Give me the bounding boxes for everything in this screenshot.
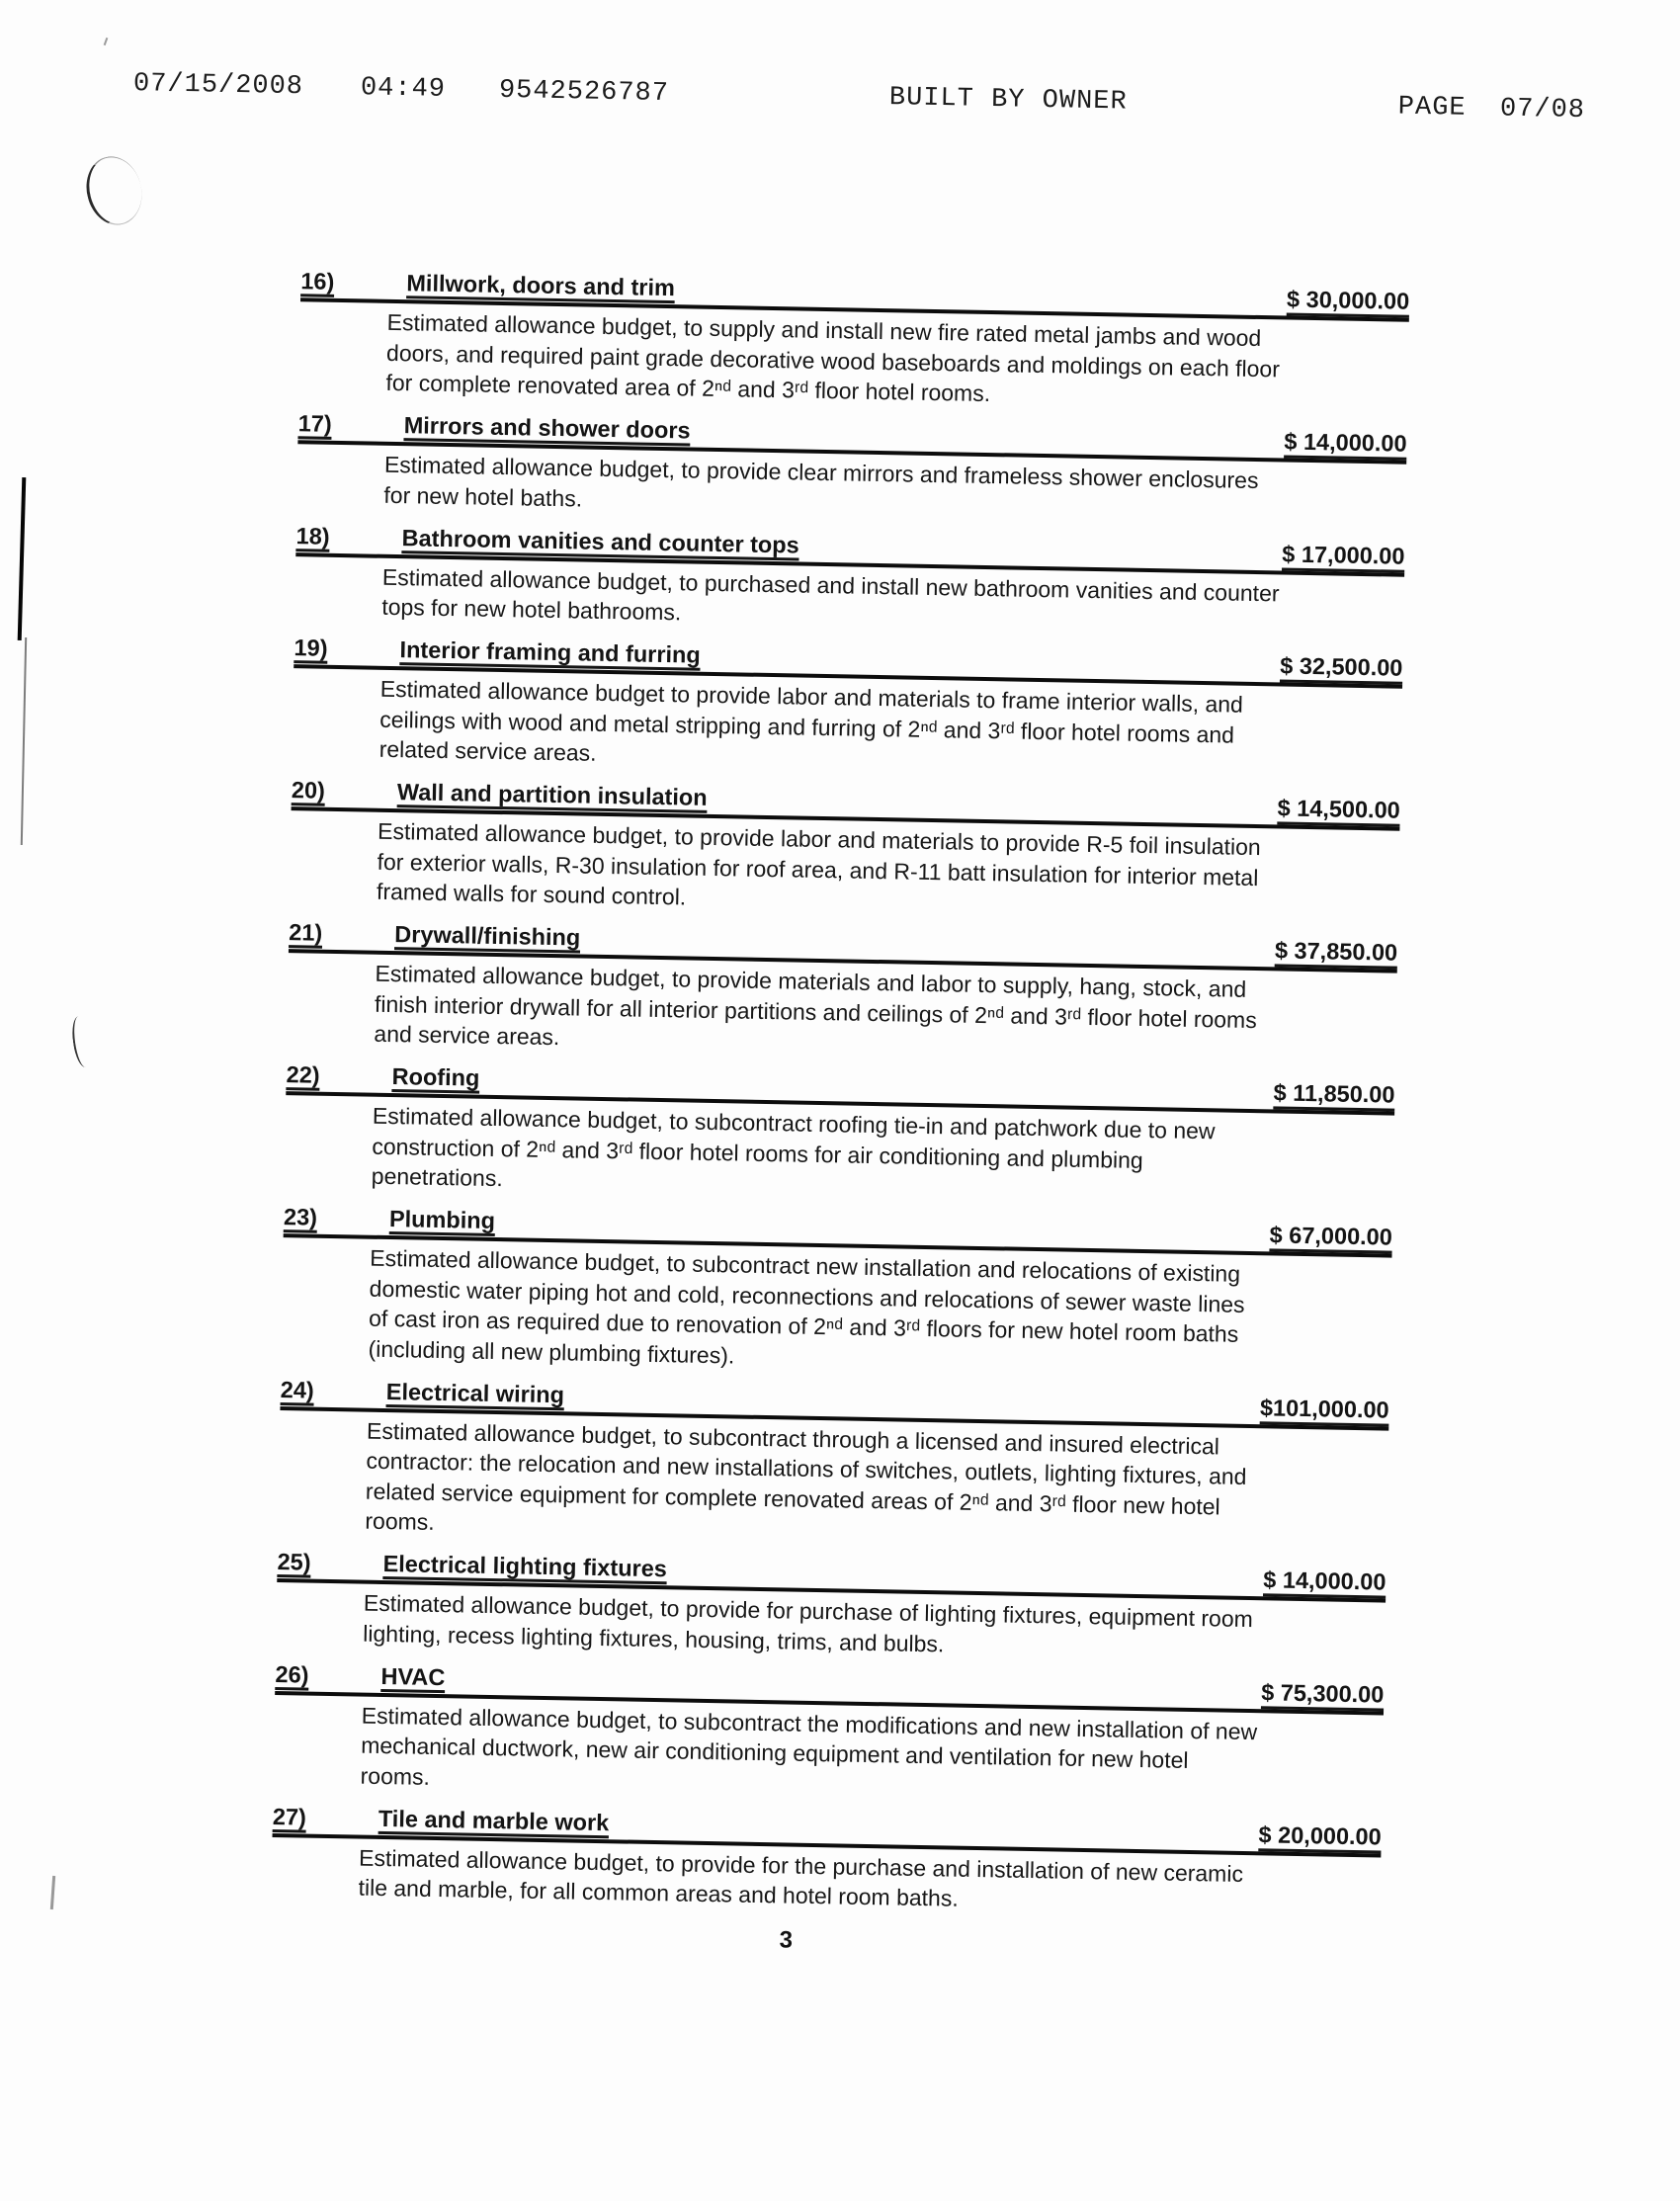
item-title: Millwork, doors and trim	[406, 270, 676, 301]
budget-item	[273, 1660, 1384, 1809]
budget-item	[298, 268, 1409, 416]
fax-time: 04:49	[360, 73, 447, 105]
item-number: 16)	[300, 268, 335, 295]
item-number: 22)	[286, 1061, 320, 1088]
item-amount: $ 30,000.00	[1286, 286, 1410, 314]
item-number: 26)	[275, 1660, 309, 1688]
budget-item	[276, 1549, 1386, 1667]
item-description: Estimated allowance budget, to subcontract roofing tie-in and patchwork due to new construction of 2ⁿᵈ and 3ʳᵈ floor hotel rooms for air conditioning and plumbing penetrations.	[371, 1102, 1216, 1192]
budget-item	[294, 523, 1405, 641]
item-title: Roofing	[391, 1063, 480, 1091]
item-number: 17)	[297, 410, 332, 437]
item-description: Estimated allowance budget, to subcontract through a licensed and insured electrical contractor: the relocation and new installations of switches, outlets, lighting fixtures, and related service equipment for complete renovated areas of 2ⁿᵈ and 3ʳᵈ floor new hotel rooms.	[365, 1417, 1247, 1535]
item-amount: $ 32,500.00	[1280, 652, 1403, 681]
item-number: 24)	[280, 1376, 315, 1403]
item-amount: $ 75,300.00	[1260, 1678, 1385, 1708]
fax-date: 07/15/2008	[132, 69, 304, 103]
item-amount: $ 11,850.00	[1273, 1079, 1395, 1108]
item-number: 21)	[289, 919, 323, 946]
item-number: 19)	[294, 635, 328, 661]
budget-item	[271, 1803, 1382, 1921]
item-amount: $ 37,850.00	[1274, 937, 1398, 966]
item-number: 23)	[283, 1204, 318, 1230]
budget-item	[292, 635, 1402, 783]
item-number: 18)	[295, 522, 330, 550]
item-title: Bathroom vanities and counter tops	[401, 524, 799, 558]
budget-item	[278, 1377, 1389, 1556]
budget-item	[287, 919, 1397, 1067]
item-description: Estimated allowance budget, to provide materials and labor to supply, hang, stock, and finish interior drywall for all interior partitions and ceilings of 2ⁿᵈ and 3ʳᵈ floor hotel rooms and service areas.	[374, 960, 1257, 1051]
item-amount: $ 67,000.00	[1269, 1222, 1393, 1250]
item-number: 27)	[272, 1803, 307, 1830]
item-description: Estimated allowance budget, to provide labor and materials to provide R-5 foil insulation for exterior walls, R-30 insulation for roof area, and R-11 batt insulation for interior metal framed walls for sound control.	[376, 817, 1261, 910]
item-title: Electrical lighting fixtures	[382, 1550, 668, 1582]
item-number: 20)	[291, 777, 326, 804]
item-description: Estimated allowance budget, to provide for purchase of lighting fixtures, equipment room lighting, recess lighting fixtures, housing, trims, and bulbs.	[363, 1589, 1254, 1656]
item-amount: $ 20,000.00	[1258, 1820, 1382, 1850]
item-title: Mirrors and shower doors	[403, 412, 691, 444]
budget-item	[296, 410, 1407, 529]
fax-number: 9542526787	[498, 75, 670, 110]
item-title: Electrical wiring	[385, 1378, 565, 1407]
fax-page-label: PAGE 07/08	[1397, 92, 1586, 127]
budget-item	[285, 1061, 1395, 1210]
item-amount: $ 17,000.00	[1282, 540, 1405, 569]
item-description: Estimated allowance budget to provide labor and materials to frame interior walls, and ceilings with wood and metal stripping and furring of 2ⁿᵈ and 3ʳᵈ floor hotel rooms and related service areas.	[378, 675, 1244, 766]
item-amount: $ 14,500.00	[1277, 795, 1400, 823]
item-amount: $ 14,000.00	[1263, 1566, 1386, 1595]
item-description: Estimated allowance budget, to subcontract the modifications and new installation of new mechanical ductwork, new air conditioning equipment and ventilation for new hotel rooms.	[360, 1702, 1258, 1790]
item-amount: $101,000.00	[1259, 1394, 1389, 1423]
budget-items-list	[271, 268, 1410, 1965]
item-amount: $ 14,000.00	[1284, 428, 1407, 457]
item-description: Estimated allowance budget, to provide for the purchase and installation of new ceramic tile and marble, for all common areas and hotel room baths.	[358, 1844, 1244, 1911]
item-description: Estimated allowance budget, to provide clear mirrors and frameless shower enclosures for new hotel baths.	[383, 451, 1259, 511]
item-title: Interior framing and furring	[399, 636, 701, 668]
page-number: 3	[779, 1925, 794, 1954]
item-title: Tile and marble work	[378, 1805, 610, 1835]
fax-sender-label: BUILT BY OWNER	[888, 83, 1128, 118]
item-description: Estimated allowance budget, to subcontract new installation and relocations of existing domestic water piping hot and cold, reconnections and relocations of sewer waste lines of cast iron as required due to renovation of 2ⁿᵈ and 3ʳᵈ floors for new hotel room baths (including all new plumbing fixtures).	[368, 1244, 1245, 1368]
item-number: 25)	[277, 1549, 311, 1575]
item-title: Drywall/finishing	[394, 921, 581, 951]
item-title: HVAC	[380, 1662, 446, 1690]
item-title: Wall and partition insulation	[396, 779, 708, 810]
budget-item	[281, 1204, 1392, 1383]
item-description: Estimated allowance budget, to purchased and install new bathroom vanities and counter tops for new hotel bathrooms.	[381, 563, 1280, 626]
budget-item	[290, 777, 1400, 925]
item-description: Estimated allowance budget, to supply and install new fire rated metal jambs and wood doors, and required paint grade decorative wood baseboards and moldings on each floor for complete renovated area of 2ⁿᵈ and 3ʳᵈ floor hotel rooms.	[385, 308, 1281, 407]
fax-header	[0, 0, 1680, 147]
item-title: Plumbing	[388, 1206, 496, 1233]
